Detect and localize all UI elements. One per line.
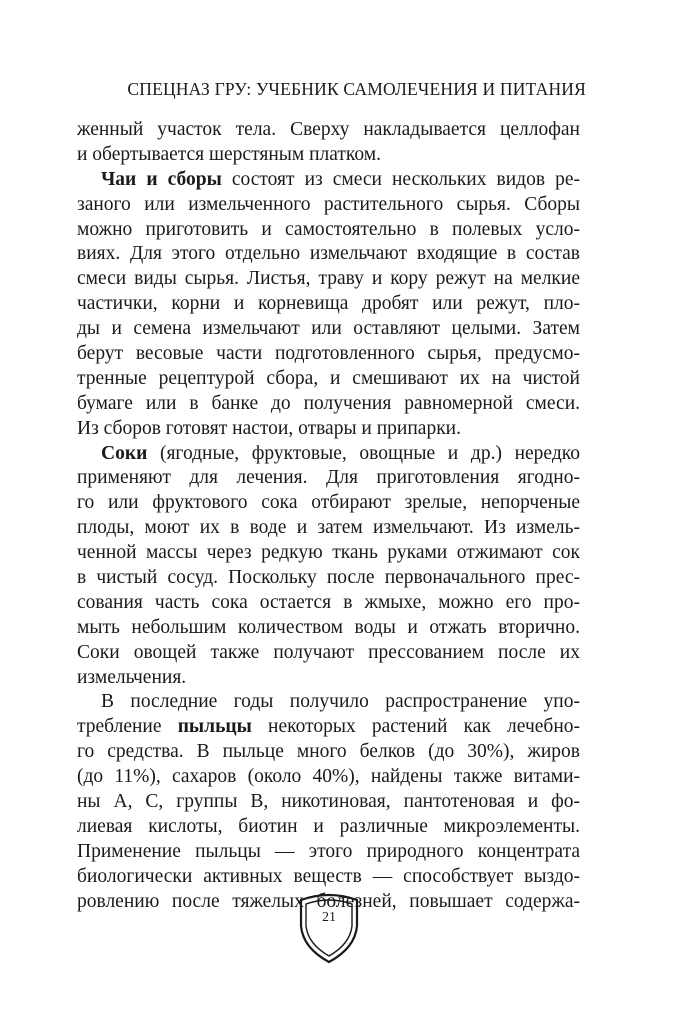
paragraph-line: частички, корни и корневища дробят или режут, пло-	[77, 293, 580, 315]
paragraph-line: Из сборов готовят настои, отвары и припарки.	[77, 417, 461, 439]
paragraph-line	[77, 168, 580, 193]
paragraph-line: виях. Для этого отдельно измельчают входящие в состав	[77, 243, 580, 265]
paragraph-line: измельчения.	[77, 666, 187, 688]
bold-term: пыльцы	[177, 716, 252, 738]
paragraph-line: заного или измельченного растительного сырья. Сборы	[77, 193, 580, 215]
body-text	[77, 118, 580, 915]
paragraph-line: го средства. В пыльце много белков (до 30%), жиров	[77, 741, 580, 763]
paragraph-line: сования часть сока остается в жмыхе, можно его про-	[77, 591, 580, 613]
paragraph-line: лиевая кислоты, биотин и различные микроэлементы.	[77, 815, 580, 837]
paragraph-line: ны А, С, группы В, никотиновая, пантотеновая и фо-	[77, 791, 580, 813]
paragraph-line	[77, 442, 580, 467]
line-text: состоят из смеси нескольких видов ре-	[221, 168, 580, 190]
paragraph-line: ровлению после тяжелых болезней, повышает содержа-	[77, 890, 580, 912]
shield-icon	[297, 892, 361, 964]
paragraph-line: плоды, моют их в воде и затем измельчают. Из измель-	[77, 517, 580, 539]
line-text: требление	[77, 716, 178, 738]
paragraph-line: бумаге или в банке до получения равномерной смеси.	[77, 392, 580, 414]
paragraph-line: ченной массы через редкую ткань руками отжимают сок	[77, 542, 580, 564]
bold-term: Чаи и сборы	[101, 168, 222, 190]
paragraph-line: (до 11%), сахаров (около 40%), найдены также витами-	[77, 766, 580, 788]
running-header: СПЕЦНАЗ ГРУ: УЧЕБНИК САМОЛЕЧЕНИЯ И ПИТАНИЯ	[127, 79, 586, 99]
paragraph-line: мыть небольшим количеством воды и отжать вторично.	[77, 616, 580, 638]
page-number-emblem	[297, 892, 361, 964]
paragraph-line: в чистый сосуд. Поскольку после первоначального прес-	[77, 567, 580, 589]
paragraph-line: смеси виды сырья. Листья, траву и кору режут на мелкие	[77, 268, 580, 290]
paragraph-line: тренные рецептурой сбора, и смешивают их на чистой	[77, 367, 580, 389]
paragraph-line: берут весовые части подготовленного сырья, предусмо-	[77, 343, 580, 365]
paragraph-line: и обертывается шерстяным платком.	[77, 143, 381, 165]
paragraph-line: го или фруктового сока отбирают зрелые, непорченые	[77, 492, 580, 514]
paragraph-line: Применение пыльцы — этого природного концентрата	[77, 840, 580, 862]
paragraph-line: ды и семена измельчают или оставляют целыми. Затем	[77, 318, 580, 340]
paragraph-line: Соки овощей также получают прессованием после их	[77, 641, 580, 663]
line-text: (ягодные, фруктовые, овощные и др.) нередко	[147, 442, 580, 464]
page-number: 21	[322, 910, 336, 925]
paragraph-line: женный участок тела. Сверху накладывается целлофан	[77, 119, 580, 140]
line-text: некоторых растений как лечебно-	[251, 716, 581, 738]
paragraph-line: В последние годы получило распространение упо-	[101, 691, 580, 713]
paragraph-line: применяют для лечения. Для приготовления ягодно-	[77, 467, 580, 489]
paragraph-line: биологически активных веществ — способствует выздо-	[77, 865, 580, 887]
paragraph-line	[77, 715, 580, 740]
bold-term: Соки	[101, 442, 148, 464]
paragraph-line: можно приготовить и самостоятельно в полевых усло-	[77, 218, 580, 240]
